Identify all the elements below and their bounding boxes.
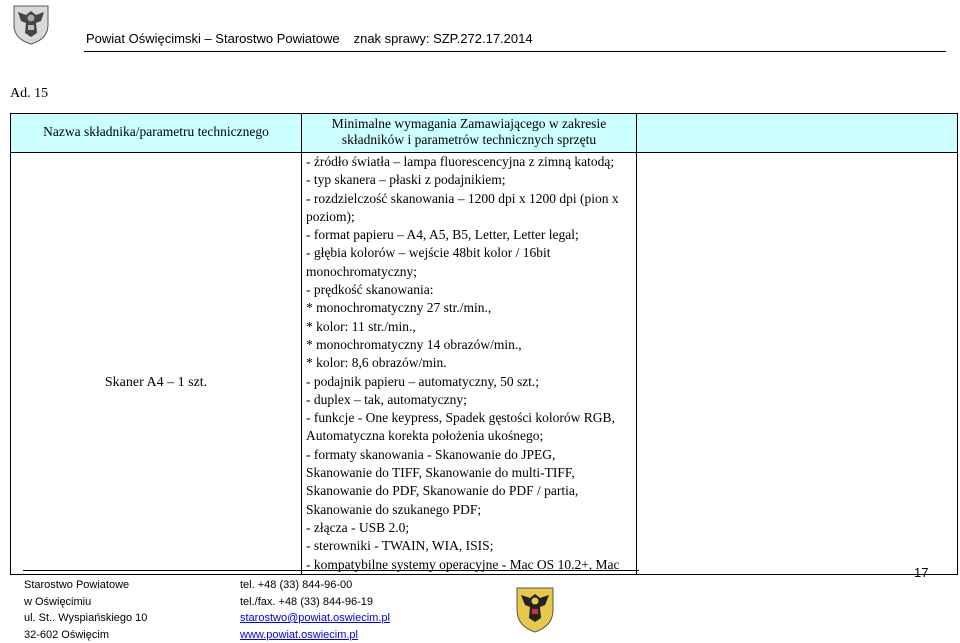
col-header-name: Nazwa składnika/parametru technicznego	[11, 114, 302, 153]
spec-line: - format papieru – A4, A5, B5, Letter, Letter legal;	[306, 226, 632, 244]
spec-line: - głębia kolorów – wejście 48bit kolor / 16bit	[306, 244, 632, 262]
spec-line: - typ skanera – płaski z podajnikiem;	[306, 171, 632, 189]
offer-cell	[637, 153, 958, 575]
coat-of-arms-icon	[10, 3, 52, 45]
item-name: Skaner A4 – 1 szt.	[105, 375, 207, 390]
footer-rule	[23, 570, 639, 571]
spec-line: - złącza - USB 2.0;	[306, 519, 632, 537]
spec-table	[10, 113, 958, 575]
spec-line: monochromatyczny;	[306, 263, 632, 281]
spec-line: - duplex – tak, automatyczny;	[306, 391, 632, 409]
page-number: 17	[914, 565, 928, 580]
spec-line: * monochromatyczny 14 obrazów/min.,	[306, 336, 632, 354]
header-rule	[84, 51, 946, 52]
col-header-line2: składników i parametrów technicznych sprzętu	[342, 132, 596, 147]
address-line: 32-602 Oświęcim	[24, 627, 147, 643]
section-label: Ad. 15	[10, 86, 48, 102]
specs-cell	[302, 153, 637, 575]
header-text	[86, 31, 533, 46]
footer-tel: tel. +48 (33) 844-96-00	[240, 577, 390, 594]
col-header-offer	[637, 114, 958, 153]
spec-line: - podajnik papieru – automatyczny, 50 szt.;	[306, 373, 632, 391]
footer-www-link[interactable]: www.powiat.oswiecim.pl	[240, 629, 358, 641]
footer-email-link[interactable]: starostwo@powiat.oswiecim.pl	[240, 612, 390, 624]
spec-line: * kolor: 11 str./min.,	[306, 318, 632, 336]
spec-line: poziom);	[306, 208, 632, 226]
item-name-cell	[11, 153, 302, 575]
spec-line: - kompatybilne systemy operacyjne - Mac OS 10.2+, Mac	[306, 556, 632, 574]
coat-of-arms-icon	[514, 585, 556, 633]
footer-contact	[240, 577, 390, 643]
spec-line: * kolor: 8,6 obrazów/min.	[306, 354, 632, 372]
page-header	[0, 0, 960, 60]
spec-line: - sterowniki - TWAIN, WIA, ISIS;	[306, 537, 632, 555]
table-row	[11, 153, 958, 575]
case-number: znak sprawy: SZP.272.17.2014	[354, 31, 533, 46]
col-header-line1: Minimalne wymagania Zamawiającego w zakresie	[332, 116, 606, 131]
address-line: w Oświęcimiu	[24, 594, 147, 611]
footer-address	[24, 577, 147, 643]
page-footer	[0, 555, 960, 641]
header-title: Powiat Oświęcimski – Starostwo Powiatowe	[86, 31, 340, 46]
footer-fax: tel./fax. +48 (33) 844-96-19	[240, 594, 390, 611]
spec-line: Automatyczna korekta położenia ukośnego;	[306, 427, 632, 445]
address-line: ul. St.. Wyspiańskiego 10	[24, 610, 147, 627]
spec-line: - rozdzielczość skanowania – 1200 dpi x 1200 dpi (pion x	[306, 190, 632, 208]
spec-line: Skanowanie do PDF, Skanowanie do PDF / partia,	[306, 482, 632, 500]
spec-line: - funkcje - One keypress, Spadek gęstości kolorów RGB,	[306, 409, 632, 427]
address-line: Starostwo Powiatowe	[24, 577, 147, 594]
table-header-row	[11, 114, 958, 153]
spec-line: - źródło światła – lampa fluorescencyjna z zimną katodą;	[306, 153, 632, 171]
col-header-requirements	[302, 114, 637, 153]
spec-line: Skanowanie do szukanego PDF;	[306, 501, 632, 519]
spec-line: Skanowanie do TIFF, Skanowanie do multi-TIFF,	[306, 464, 632, 482]
spec-line: * monochromatyczny 27 str./min.,	[306, 299, 632, 317]
spec-line: - formaty skanowania - Skanowanie do JPEG,	[306, 446, 632, 464]
spec-line: - prędkość skanowania:	[306, 281, 632, 299]
